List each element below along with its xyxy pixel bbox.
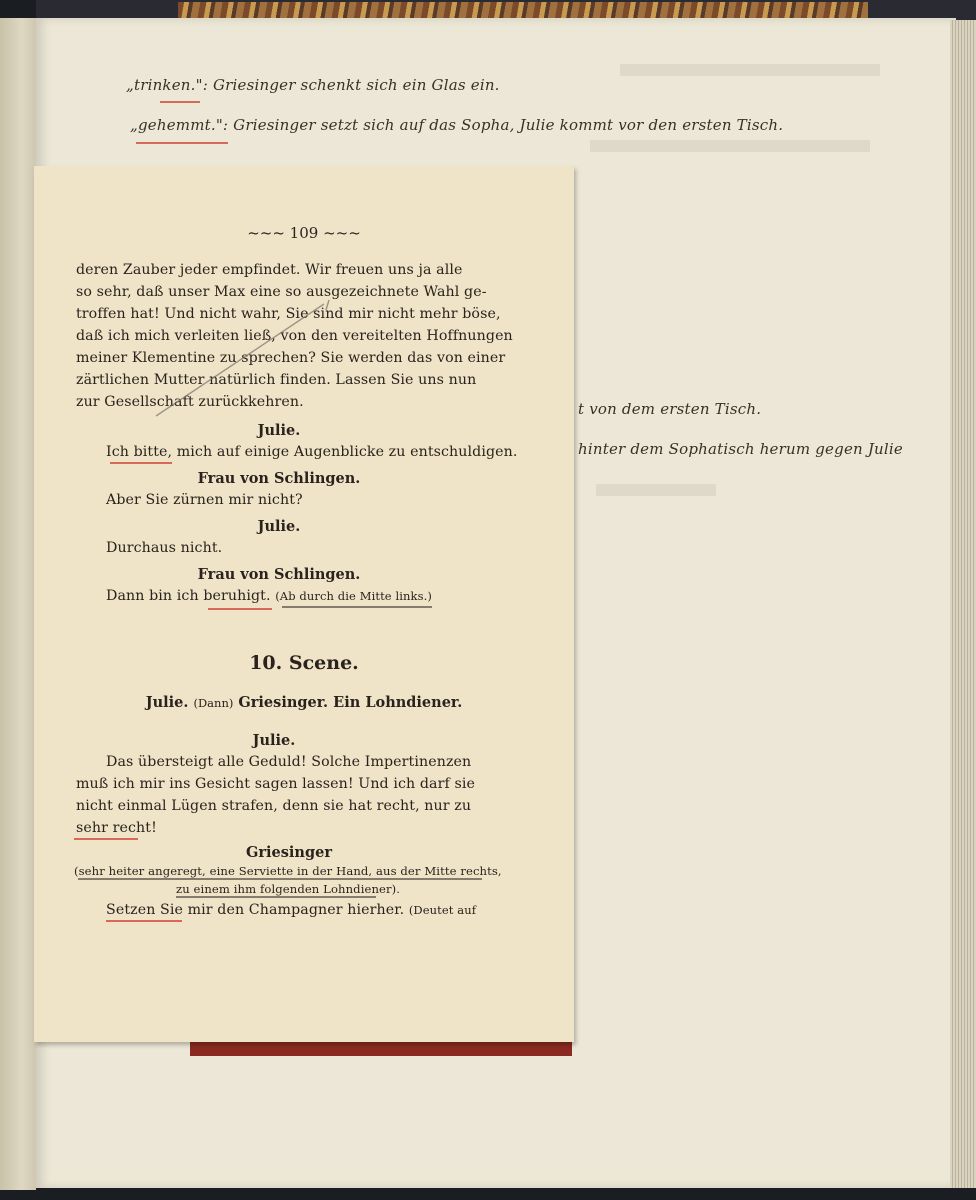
text-line: so sehr, daß unser Max eine so ausgezeichnete Wahl ge- bbox=[76, 284, 487, 300]
red-underline bbox=[160, 101, 200, 103]
stage-direction: (Ab durch die Mitte links.) bbox=[275, 589, 432, 603]
speaker-name: Julie. bbox=[252, 732, 296, 749]
stage-direction: (Deutet auf bbox=[408, 903, 477, 917]
text-line bbox=[106, 588, 432, 604]
text-line: daß ich mich verleiten ließ, von den vereitelten Hoffnungen bbox=[76, 328, 513, 344]
handwritten-note-1: „trinken.": Griesinger schenkt sich ein Glas ein. bbox=[126, 76, 500, 94]
red-underline bbox=[106, 920, 182, 922]
pencil-underline bbox=[78, 878, 482, 880]
text-line: sehr recht! bbox=[76, 820, 157, 836]
red-underline bbox=[110, 462, 172, 464]
character-list: Julie. (Dann) Griesinger. Ein Lohndiener. bbox=[145, 694, 463, 711]
left-page-edge bbox=[0, 18, 36, 1190]
text-line: muß ich mir ins Gesicht sagen lassen! Und ich darf sie bbox=[76, 776, 475, 792]
faint-text bbox=[620, 64, 880, 76]
text-line: nicht einmal Lügen strafen, denn sie hat recht, nur zu bbox=[76, 798, 472, 814]
pencil-underline bbox=[282, 606, 432, 608]
speaker-name: Griesinger bbox=[246, 844, 332, 861]
pencil-underline bbox=[176, 896, 376, 898]
text-line: Das übersteigt alle Geduld! Solche Impertinenzen bbox=[106, 754, 472, 770]
handwritten-note-2: „gehemmt.": Griesinger setzt sich auf das Sopha, Julie kommt vor den ersten Tisch. bbox=[130, 116, 784, 134]
red-underline bbox=[208, 608, 272, 610]
page-number: ~~~ 109 ~~~ bbox=[247, 224, 361, 242]
dialogue: Dann bin ich beruhigt. bbox=[106, 588, 271, 604]
stage-direction: zu einem ihm folgenden Lohndiener). bbox=[176, 882, 401, 896]
handwritten-note-4: hinter dem Sophatisch herum gegen Julie bbox=[578, 440, 903, 458]
stage-direction: (sehr heiter angeregt, eine Serviette in der Hand, aus der Mitte rechts, bbox=[74, 864, 502, 878]
text-line: zur Gesellschaft zurückkehren. bbox=[76, 394, 304, 410]
text-line: deren Zauber jeder empfindet. Wir freuen uns ja alle bbox=[76, 262, 463, 278]
text-line bbox=[106, 902, 476, 918]
dialogue: Setzen Sie mir den Champagner hierher. bbox=[106, 902, 405, 918]
speaker-name: Frau von Schlingen. bbox=[197, 566, 361, 583]
speaker-name: Julie. bbox=[257, 422, 301, 439]
faint-text bbox=[596, 484, 716, 496]
text-line: zärtlichen Mutter natürlich finden. Lassen Sie uns nun bbox=[76, 372, 477, 388]
scene-heading: 10. Scene. bbox=[249, 652, 359, 674]
clipping-red-edge bbox=[190, 1042, 572, 1056]
red-underline bbox=[136, 142, 228, 144]
speaker-name: Frau von Schlingen. bbox=[197, 470, 361, 487]
faint-text bbox=[590, 140, 870, 152]
text-line: troffen hat! Und nicht wahr, Sie sind mir nicht mehr böse, bbox=[76, 306, 501, 322]
text-line: Ich bitte, mich auf einige Augenblicke zu entschuldigen. bbox=[106, 444, 518, 460]
printed-clipping bbox=[34, 166, 574, 1042]
text-line: meiner Klementine zu sprechen? Sie werden das von einer bbox=[76, 350, 506, 366]
speaker-name: Julie. bbox=[257, 518, 301, 535]
red-underline bbox=[74, 838, 138, 840]
page-stack-edge bbox=[950, 20, 976, 1188]
text-line: Aber Sie zürnen mir nicht? bbox=[106, 492, 303, 508]
handwritten-note-3: t von dem ersten Tisch. bbox=[578, 400, 762, 418]
text-line: Durchaus nicht. bbox=[106, 540, 223, 556]
pencil-stroke bbox=[154, 296, 334, 426]
